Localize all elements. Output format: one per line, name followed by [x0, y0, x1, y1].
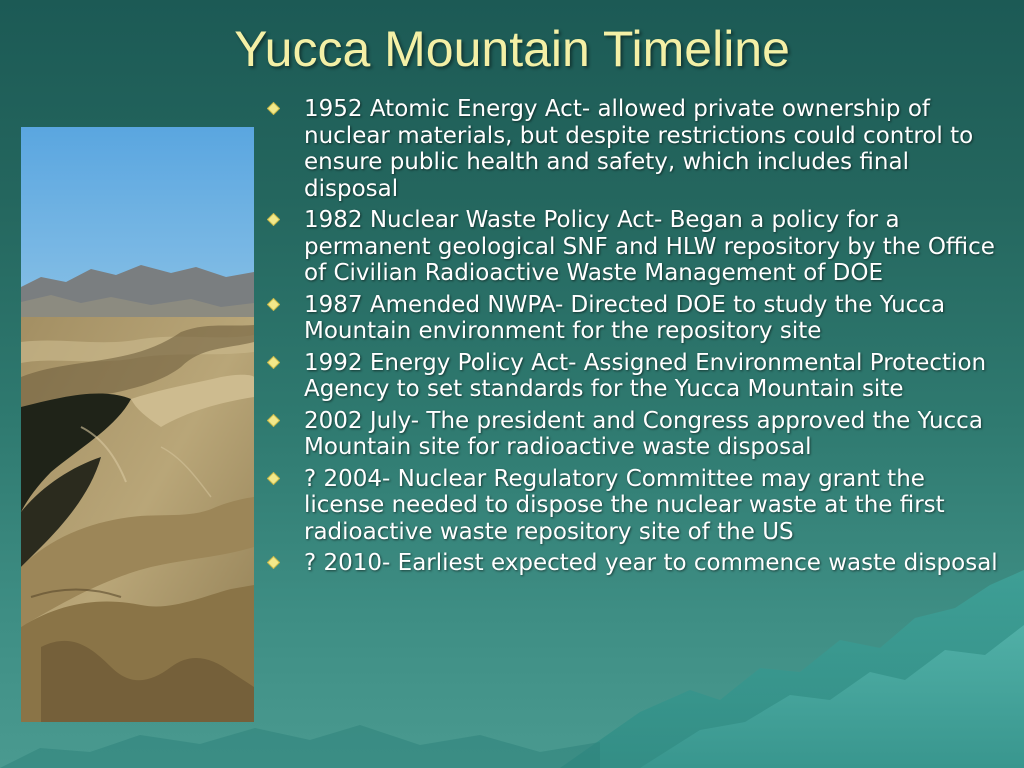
timeline-item-text: 1952 Atomic Energy Act- allowed private ownership of nuclear materials, but despite restrictions could control to ensure public health and safety, which includes final disposal [304, 96, 974, 202]
timeline-item-text: 1987 Amended NWPA- Directed DOE to study the Yucca Mountain environment for the repository site [304, 291, 946, 344]
diamond-bullet-icon [267, 414, 280, 427]
diamond-bullet-icon [267, 556, 280, 569]
timeline-item [262, 350, 1002, 403]
desert-landscape-photo [21, 127, 254, 722]
timeline-item [262, 550, 1002, 577]
diamond-bullet-icon [267, 356, 280, 369]
timeline-item-text: 1982 Nuclear Waste Policy Act- Began a policy for a permanent geological SNF and HLW repository by the Office of Civilian Radioactive Waste Management of DOE [304, 207, 995, 286]
timeline-item [262, 207, 1002, 287]
timeline-item-text: 1992 Energy Policy Act- Assigned Environmental Protection Agency to set standards for the Yucca Mountain site [304, 349, 987, 402]
timeline-item [262, 96, 1002, 202]
slide-title: Yucca Mountain Timeline [234, 21, 790, 77]
timeline-item [262, 466, 1002, 546]
diamond-bullet-icon [267, 298, 280, 311]
timeline-item [262, 408, 1002, 461]
diamond-bullet-icon [267, 472, 280, 485]
diamond-bullet-icon [267, 213, 280, 226]
timeline-item-text: 2002 July- The president and Congress approved the Yucca Mountain site for radioactive waste disposal [304, 407, 983, 460]
timeline-bullet-list [262, 96, 1002, 582]
timeline-item-text: ? 2010- Earliest expected year to commence waste disposal [304, 550, 998, 576]
diamond-bullet-icon [267, 102, 280, 115]
timeline-item [262, 292, 1002, 345]
timeline-item-text: ? 2004- Nuclear Regulatory Committee may grant the license needed to dispose the nuclear waste at the first radioactive waste repository site of the US [304, 465, 945, 545]
